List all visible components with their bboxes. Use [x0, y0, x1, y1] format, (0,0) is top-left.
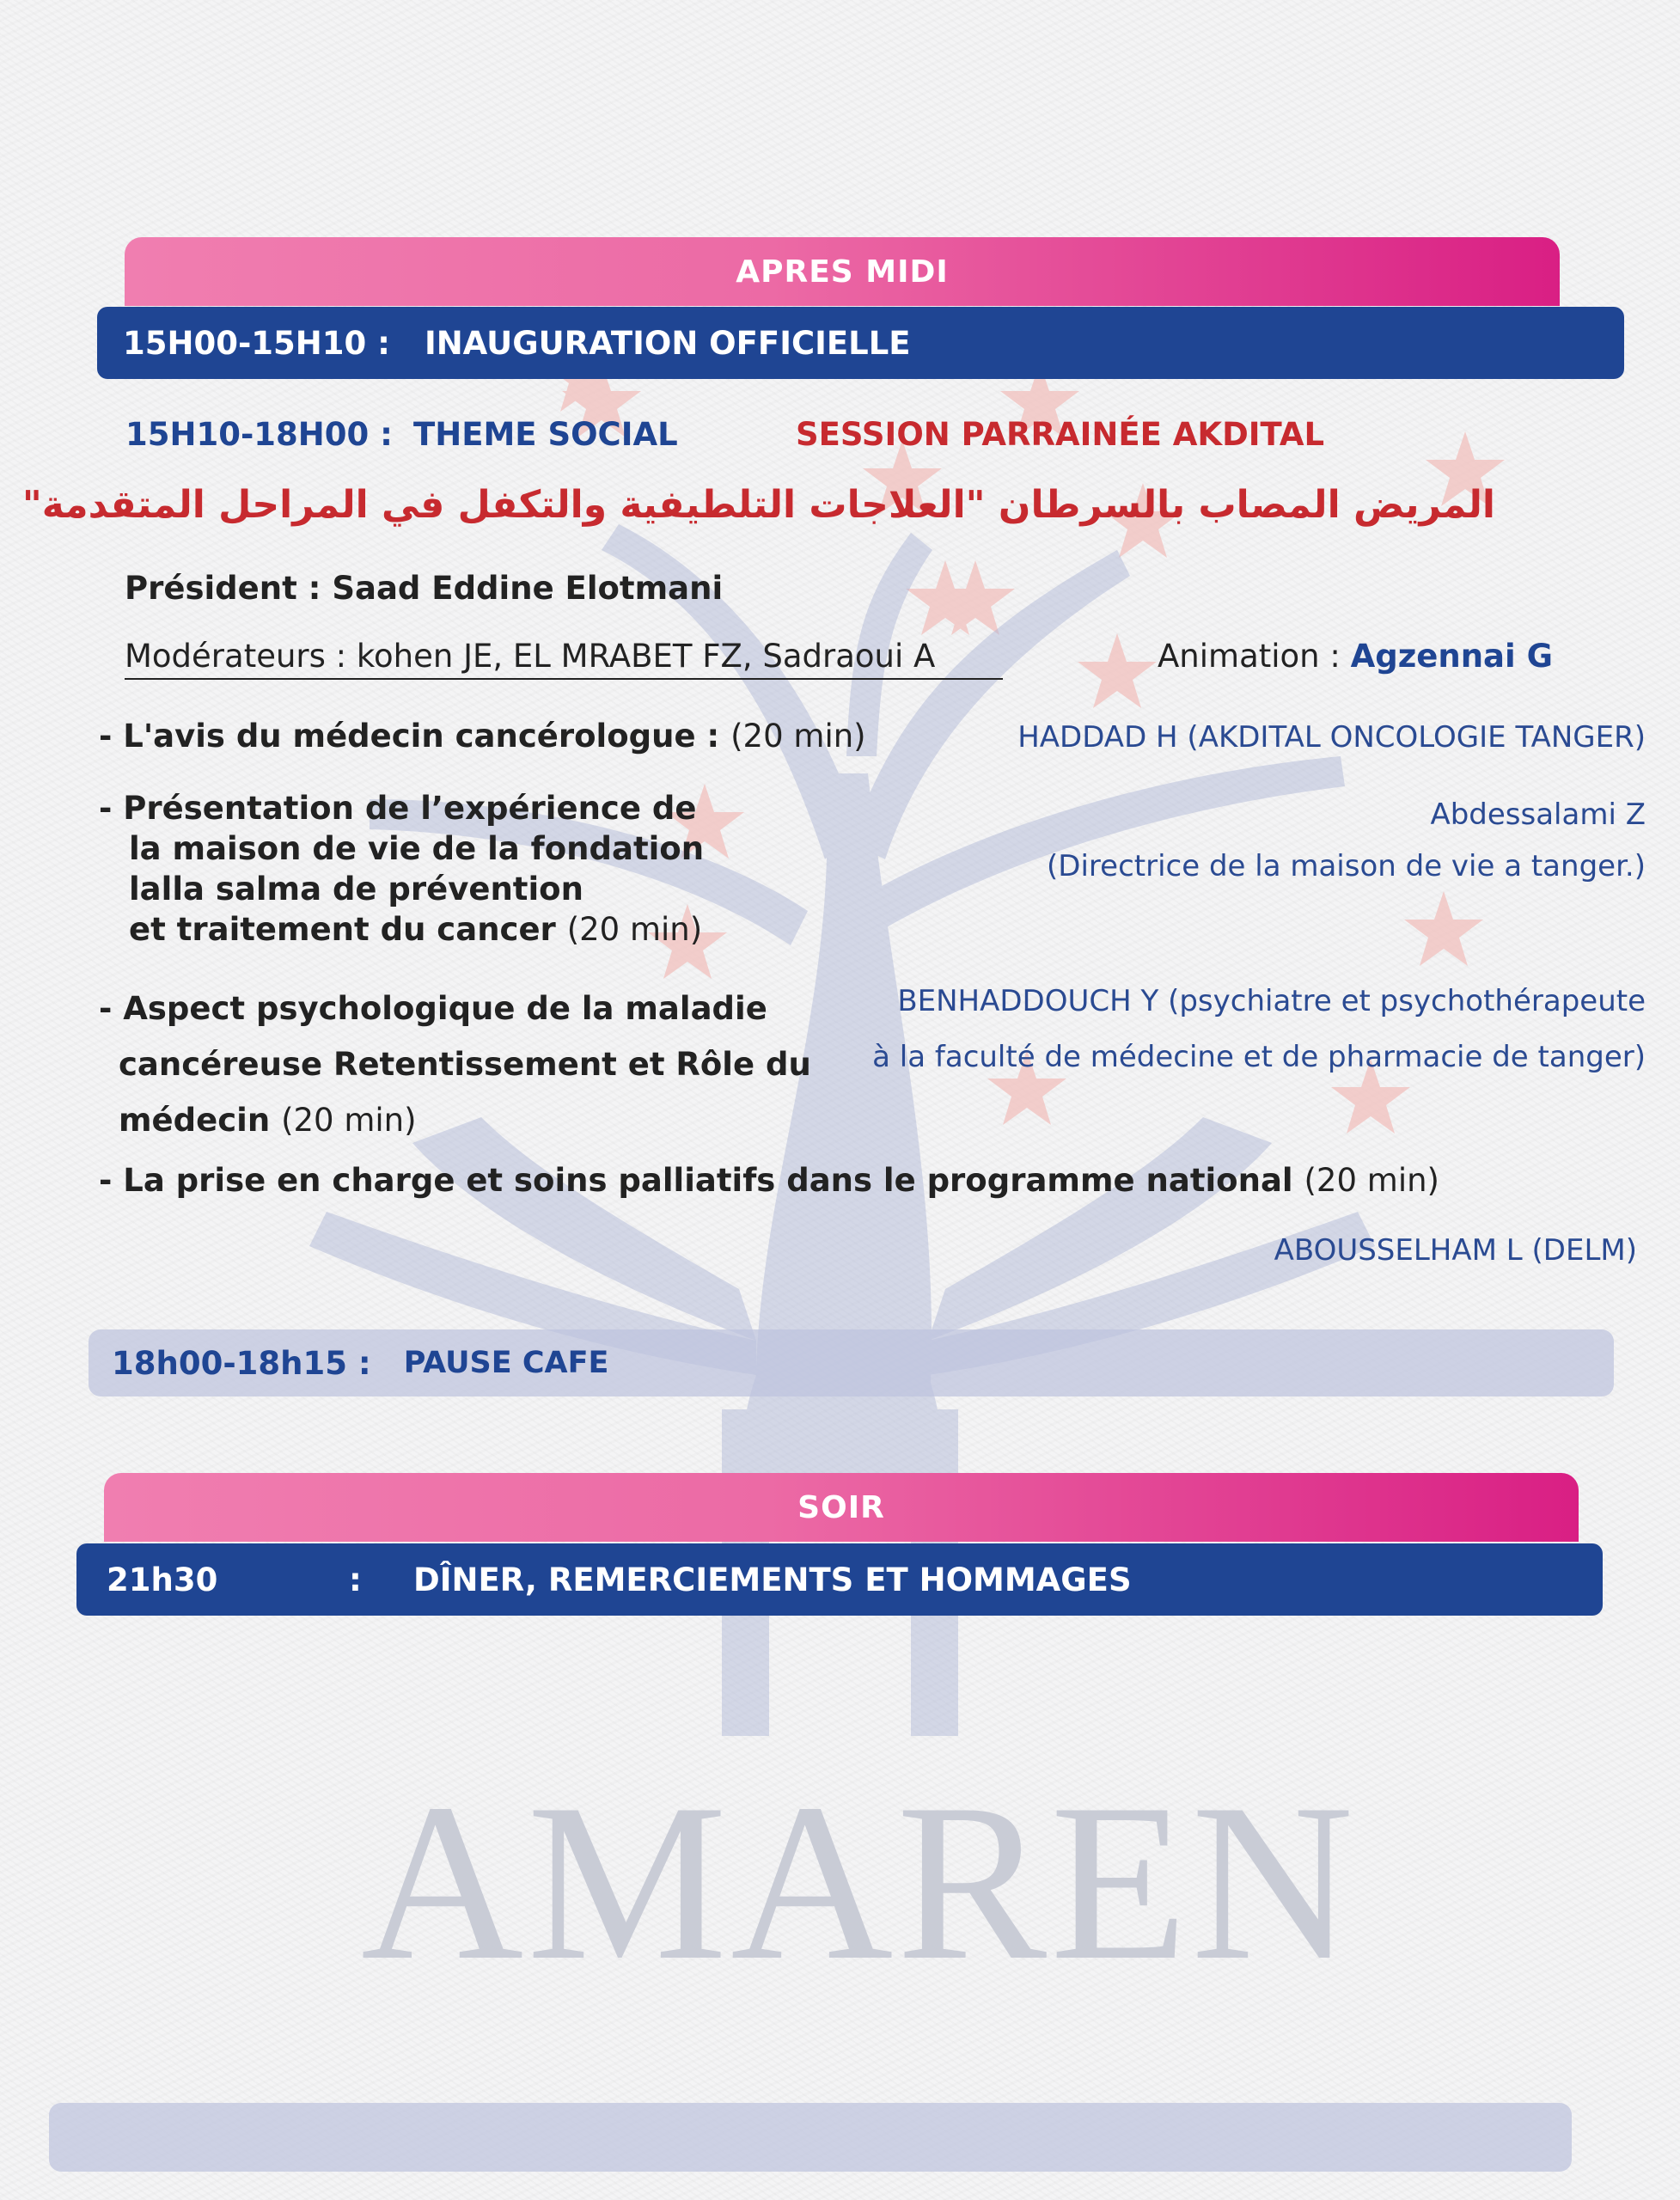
- moderators-names: kohen JE, EL MRABET FZ, Sadraoui A: [356, 638, 936, 675]
- president-line: [125, 570, 723, 607]
- dinner-time: 21h30: [107, 1561, 218, 1598]
- talk-2-speaker-role: (Directrice de la maison de vie a tanger.): [1047, 849, 1646, 883]
- talk-2-duration: (20 min): [566, 911, 703, 948]
- talk-3-duration: (20 min): [281, 1102, 417, 1139]
- talk-1-speaker: HADDAD H (AKDITAL ONCOLOGIE TANGER): [1017, 720, 1646, 755]
- dinner-title: DÎNER, REMERCIEMENTS ET HOMMAGES: [413, 1561, 1132, 1598]
- talk-4-speaker: ABOUSSELHAM L (DELM): [1274, 1233, 1637, 1268]
- star-icon: [1404, 891, 1483, 966]
- talk-2: [99, 788, 704, 950]
- talk-3-line-1: - Aspect psychologique de la maladie: [99, 990, 767, 1027]
- president-name: Saad Eddine Elotmani: [332, 570, 724, 607]
- opening-time: 15H00-15H10 :: [123, 324, 390, 362]
- coffee-break-time: 18h00-18h15 :: [112, 1344, 371, 1382]
- talk-3-speaker-name: BENHADDOUCH Y (psychiatre et psychothérapeute: [897, 984, 1646, 1018]
- talk-2-line-1: - Présentation de l’expérience de: [99, 790, 697, 827]
- section-header-afternoon: APRES MIDI: [125, 237, 1560, 306]
- talk-4-duration: (20 min): [1304, 1162, 1439, 1199]
- talk-2-speaker-name: Abdessalami Z: [1430, 798, 1646, 832]
- animation-label: Animation :: [1158, 638, 1341, 675]
- talk-4-title: - La prise en charge et soins palliatifs dans le programme national: [99, 1162, 1293, 1199]
- star-icon: [1078, 633, 1157, 708]
- watermark-text: AMAREN: [361, 1757, 1358, 2007]
- animation-name: Agzennai G: [1350, 638, 1553, 675]
- section-header-evening: SOIR: [104, 1473, 1579, 1542]
- talk-1-duration: (20 min): [730, 718, 866, 755]
- session-time: 15H10-18H00 :: [125, 416, 393, 453]
- moderators-line: [125, 638, 1003, 680]
- president-label: Président :: [125, 570, 321, 607]
- animation-line: [1158, 638, 1553, 675]
- coffee-break-title: PAUSE CAFE: [403, 1346, 609, 1380]
- opening-title: INAUGURATION OFFICIELLE: [424, 324, 911, 362]
- session-arabic-title: المريض المصاب بالسرطان "العلاجات التلطيفية والتكفل في المراحل المتقدمة": [21, 483, 1495, 527]
- talk-3: [99, 981, 811, 1148]
- talk-3-speaker-affiliation: à la faculté de médecine et de pharmacie de tanger): [872, 1040, 1646, 1074]
- talk-2-line-4: et traitement du cancer: [129, 911, 556, 948]
- session-sponsor: SESSION PARRAINÉE AKDITAL: [796, 416, 1325, 453]
- talk-1-title: - L'avis du médecin cancérologue :: [99, 718, 720, 755]
- talk-2-line-2: la maison de vie de la fondation: [129, 830, 705, 867]
- talk-3-line-3: médecin: [119, 1102, 271, 1139]
- talk-1: [99, 716, 866, 756]
- coffee-break-bar: [89, 1329, 1614, 1396]
- talk-2-line-4-wrap: [99, 909, 704, 950]
- opening-session-bar: [97, 307, 1624, 379]
- talk-2-line-3: lalla salma de prévention: [129, 871, 583, 908]
- session-theme: THEME SOCIAL: [413, 416, 678, 453]
- talk-3-line-3-wrap: [99, 1092, 811, 1148]
- moderators-label: Modérateurs :: [125, 638, 347, 675]
- dinner-separator: :: [349, 1561, 362, 1598]
- talk-4: [99, 1160, 1439, 1201]
- dinner-bar: [76, 1543, 1603, 1616]
- talk-3-line-2: cancéreuse Retentissement et Rôle du: [119, 1046, 811, 1083]
- footer-bar: [49, 2103, 1572, 2172]
